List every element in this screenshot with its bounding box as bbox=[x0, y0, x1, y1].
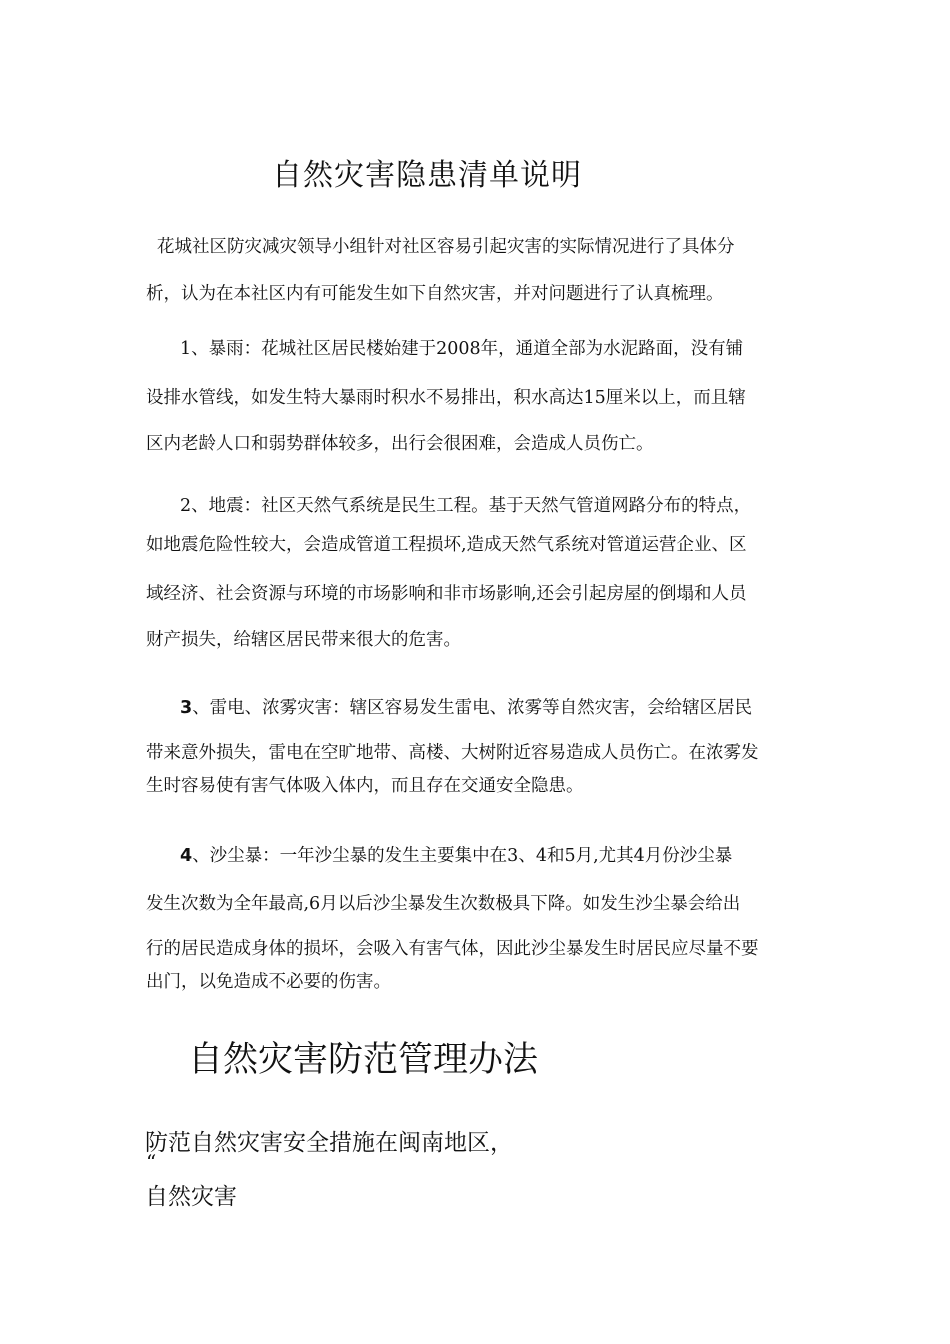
item-1-text: 、暴雨：花城社区居民楼始建于2008年，通道全部为水泥路面，没有铺 bbox=[191, 339, 744, 359]
item-1-line-2: 设排水管线，如发生特大暴雨时积水不易排出，积水高达15厘米以上，而且辖 bbox=[146, 388, 746, 408]
subheading-rest: 在闽南地区， bbox=[375, 1130, 513, 1156]
item-3-text: 、雷电、浓雾灾害：辖区容易发生雷电、浓雾等自然灾害，会给辖区居民 bbox=[192, 698, 753, 718]
item-4-line-1 bbox=[180, 848, 732, 866]
item-1-number: 1 bbox=[180, 339, 192, 359]
subheading-bold: 防范自然灾害安全措施 bbox=[145, 1130, 375, 1156]
item-4-line-4: 出门，以免造成不必要的伤害。 bbox=[146, 972, 391, 992]
intro-line-1: 花城社区防灾减灾领导小组针对社区容易引起灾害的实际情况进行了具体分 bbox=[157, 237, 735, 257]
item-2-text: 、地震：社区天然气系统是民生工程。基于天然气管道网路分布的特点， bbox=[191, 496, 752, 516]
item-4-line-2: 发生次数为全年最高,6月以后沙尘暴发生次数极具下降。如发生沙尘暴会给出 bbox=[146, 894, 741, 914]
item-4-number: 4 bbox=[180, 846, 193, 866]
item-1-line-3: 区内老龄人口和弱势群体较多，出行会很困难，会造成人员伤亡。 bbox=[146, 434, 654, 454]
item-3-line-3: 生时容易使有害气体吸入体内，而且存在交通安全隐患。 bbox=[146, 776, 584, 796]
item-3-number: 3 bbox=[180, 698, 193, 718]
item-2-line-3: 域经济、社会资源与环境的市场影响和非市场影响,还会引起房屋的倒塌和人员 bbox=[146, 584, 747, 604]
item-3-line-2: 带来意外损失，雷电在空旷地带、高楼、大树附近容易造成人员伤亡。在浓雾发 bbox=[146, 743, 759, 763]
item-1-line-1 bbox=[180, 341, 743, 359]
section-title: 自然灾害防范管理办法 bbox=[188, 1040, 539, 1080]
item-2-number: 2 bbox=[180, 496, 192, 516]
item-2-line-2: 如地震危险性较大，会造成管道工程损坏,造成天然气系统对管道运营企业、区 bbox=[146, 535, 747, 555]
item-4-line-3: 行的居民造成身体的损坏，会吸入有害气体，因此沙尘暴发生时居民应尽量不要 bbox=[146, 939, 759, 959]
item-2-line-4: 财产损失，给辖区居民带来很大的危害。 bbox=[146, 630, 461, 650]
item-2-line-1 bbox=[180, 498, 751, 516]
intro-line-2: 析，认为在本社区内有可能发生如下自然灾害，并对问题进行了认真梳理。 bbox=[146, 284, 724, 304]
item-3-line-1 bbox=[180, 700, 752, 718]
subheading-2: 自然灾害 bbox=[145, 1184, 237, 1210]
quote-mark: “ bbox=[146, 1150, 157, 1174]
item-4-text: 、沙尘暴：一年沙尘暴的发生主要集中在3、4和5月,尤其4月份沙尘暴 bbox=[192, 846, 733, 866]
subheading-line bbox=[145, 1124, 513, 1157]
document-title: 自然灾害隐患清单说明 bbox=[272, 158, 582, 193]
